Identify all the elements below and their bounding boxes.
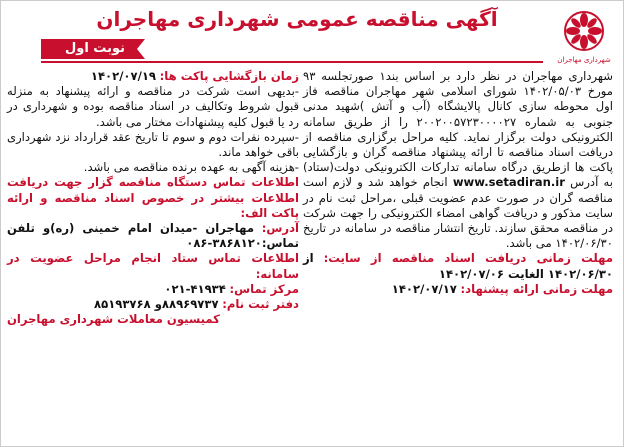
call-center-value: ۴۱۹۳۴-۰۲۱: [164, 281, 226, 296]
badge-tail-icon: [131, 39, 145, 59]
right-column: [303, 69, 613, 297]
body-paragraph: [303, 69, 613, 251]
logo-caption: شهرداری مهاجران: [557, 56, 611, 64]
registry-label: دفتر ثبت نام:: [222, 297, 299, 312]
opening-value: ۱۴۰۲/۰۷/۱۹: [90, 69, 156, 83]
signature: کمیسیون معاملات شهرداری مهاجران: [7, 312, 220, 327]
registry-office: [7, 297, 299, 312]
notice-title: آگهی مناقصه عمومی شهرداری مهاجران: [96, 7, 498, 31]
setad-heading: اطلاعات تماس ستاد انجام مراحل عضویت در سامانه:: [7, 251, 299, 281]
opening-label: زمان بازگشایی پاکت ها:: [159, 69, 299, 83]
header-rule: [41, 61, 543, 63]
round-badge: نوبت اول: [41, 39, 131, 59]
municipality-logo: [555, 7, 613, 65]
registry-value: ۸۸۹۶۹۷۳۷و ۸۵۱۹۳۷۶۸: [94, 297, 219, 312]
address-label: آدرس:: [261, 221, 299, 236]
address-value: مهاجران -میدان امام خمینی (ره)و تلفن تماس:۳۸۶۸۱۲۰-۰۸۶: [7, 221, 299, 251]
condition-1: -بدیهی است شرکت در مناقصه و ارائه پیشنهاد به منزله قبول شروط وتکالیف در اسناد مناقصه بوده و شهرداری در رد یا قبول کلیه پیشنهادات مختار می باشد.: [7, 84, 299, 129]
call-center: [7, 282, 299, 297]
opening-time: [7, 69, 299, 84]
deadline-offers-value: ۱۴۰۲/۰۷/۱۷: [391, 281, 457, 296]
call-center-label: مرکز تماس:: [229, 281, 299, 296]
deadline-offers: [303, 282, 613, 297]
deadline-docs: [303, 251, 613, 281]
publish-date-text: تاریخ انتشار مناقصه در سامانه در تاریخ ۱۴۰۲/۰۶/۳۰ می باشد.: [303, 221, 613, 251]
body-text-2: انجام خواهد شد و لازم است مناقصه گران در صورت عدم عضویت قبلی ،مراحل ثبت نام در سایت مذکور و دریافت گواهی امضاء الکترونیکی را جهت شرکت در مناقصه محقق سازند.: [303, 175, 613, 236]
body-text-1: شهرداری مهاجران در نظر دارد بر اساس بند۱ صورتجلسه ۹۳ مورخ ۱۴۰۲/۰۵/۰۳ شورای اسلامی شهر مهاجران مناقصه فاز اول محوطه سازی کانال پالایشگاه (آب و آتش )شهید مدنی جنوبی به شماره ۲۰۰۲۰۰۵۷۲۳۰۰۰۰۲۷ را از طریق سامانه الکترونیکی دولت برگزار نماید. کلیه مراحل برگزاری مناقصه از دریافت اسناد مناقصه تا ارائه پیشنهاد مناقصه گران و بازگشایی پاکت ها ازطریق درگاه سامانه تدارکات الکترونیکی دولت(ستاد) به آدرس: [303, 69, 613, 190]
condition-2: -سپرده نفرات دوم و سوم تا تاریخ عقد قرارداد نزد شهرداری باقی خواهد ماند.: [7, 129, 299, 160]
website-link[interactable]: www.setadiran.ir: [452, 175, 565, 190]
deadline-docs-label: مهلت زمانی دریافت اسناد مناقصه از سایت:: [323, 251, 613, 266]
contact-heading: اطلاعات تماس دستگاه مناقصه گزار جهت دریافت اطلاعات بیشتر در خصوص اسناد مناقصه و ارائه پاکت الف:: [7, 175, 299, 220]
deadline-docs-value: از ۱۴۰۲/۰۶/۳۰ الغایت ۱۴۰۲/۰۷/۰۶: [303, 251, 613, 281]
condition-3: -هزینه آگهی به عهده برنده مناقصه می باشد.: [83, 160, 299, 175]
deadline-offers-label: مهلت زمانی ارائه پیشنهاد:: [460, 281, 613, 296]
address: [7, 221, 299, 251]
left-column: [7, 69, 299, 327]
